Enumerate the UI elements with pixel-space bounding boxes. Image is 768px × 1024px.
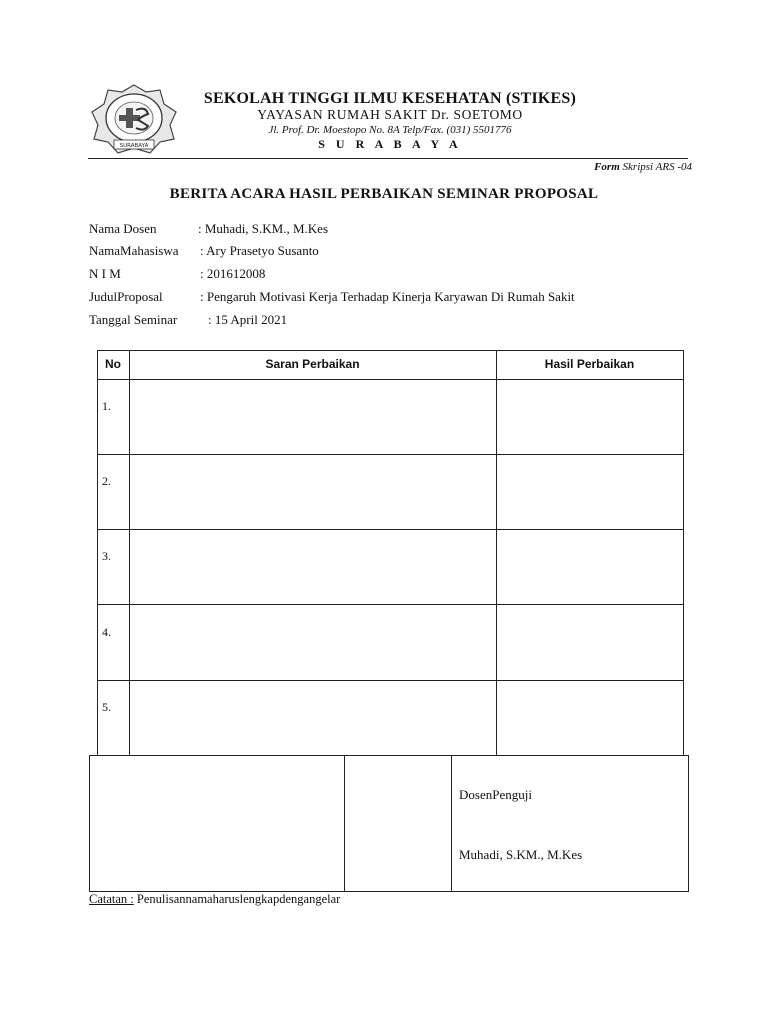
table-border-left — [97, 350, 98, 756]
stikes-logo — [88, 82, 180, 156]
info-label: N I M — [89, 266, 121, 281]
form-code-value: Skripsi ARS -04 — [622, 161, 692, 173]
examiner-role: DosenPenguji — [459, 787, 532, 802]
table-row-number: 1. — [102, 399, 111, 413]
info-value: : Muhadi, S.KM., M.Kes — [198, 221, 329, 236]
institution-address: Jl. Prof. Dr. Moestopo No. 8A Telp/Fax. (031) 5501776 — [268, 124, 512, 136]
footnote-text: Penulisannamaharuslengkapdengangelar — [133, 892, 341, 906]
institution-city: S U R A B A Y A — [318, 137, 462, 151]
info-value: : 201612008 — [200, 266, 266, 281]
table-header-hasil: Hasil Perbaikan — [544, 357, 635, 371]
table-row-number: 4. — [102, 625, 111, 639]
table-row-divider — [97, 680, 684, 681]
info-label: Tanggal Seminar — [89, 312, 178, 327]
logo-caption: SURABAYA — [119, 143, 149, 149]
letterhead-divider — [88, 158, 688, 159]
signature-divider — [344, 755, 345, 892]
table-header-saran: Saran Perbaikan — [265, 357, 360, 371]
table-header-no: No — [105, 357, 121, 371]
table-row-divider — [97, 379, 684, 380]
form-code — [594, 161, 692, 173]
table-col-divider — [496, 350, 497, 756]
institution-name: SEKOLAH TINGGI ILMU KESEHATAN (STIKES) — [203, 90, 577, 107]
info-value: : 15 April 2021 — [208, 312, 288, 327]
footnote — [89, 892, 340, 907]
table-row-divider — [97, 454, 684, 455]
info-value: : Ary Prasetyo Susanto — [200, 243, 319, 258]
table-col-divider — [129, 350, 130, 756]
signature-box — [89, 755, 689, 892]
form-code-prefix: Form — [594, 161, 620, 173]
table-row-number: 2. — [102, 474, 111, 488]
signature-divider — [451, 755, 452, 892]
document-title: BERITA ACARA HASIL PERBAIKAN SEMINAR PROPOSAL — [169, 186, 599, 202]
table-row-divider — [97, 529, 684, 530]
table-border-right — [683, 350, 684, 756]
table-row-divider — [97, 604, 684, 605]
table-row-number: 5. — [102, 700, 111, 714]
footnote-label: Catatan : — [89, 892, 134, 906]
info-value: : Pengaruh Motivasi Kerja Terhadap Kinerja Karyawan Di Rumah Sakit — [200, 289, 575, 304]
foundation-name: YAYASAN RUMAH SAKIT Dr. SOETOMO — [257, 107, 523, 122]
table-row-number: 3. — [102, 549, 111, 563]
info-label: Nama Dosen — [89, 221, 157, 236]
info-label: NamaMahasiswa — [89, 243, 179, 258]
examiner-name: Muhadi, S.KM., M.Kes — [459, 847, 583, 862]
info-label: JudulProposal — [89, 289, 163, 304]
